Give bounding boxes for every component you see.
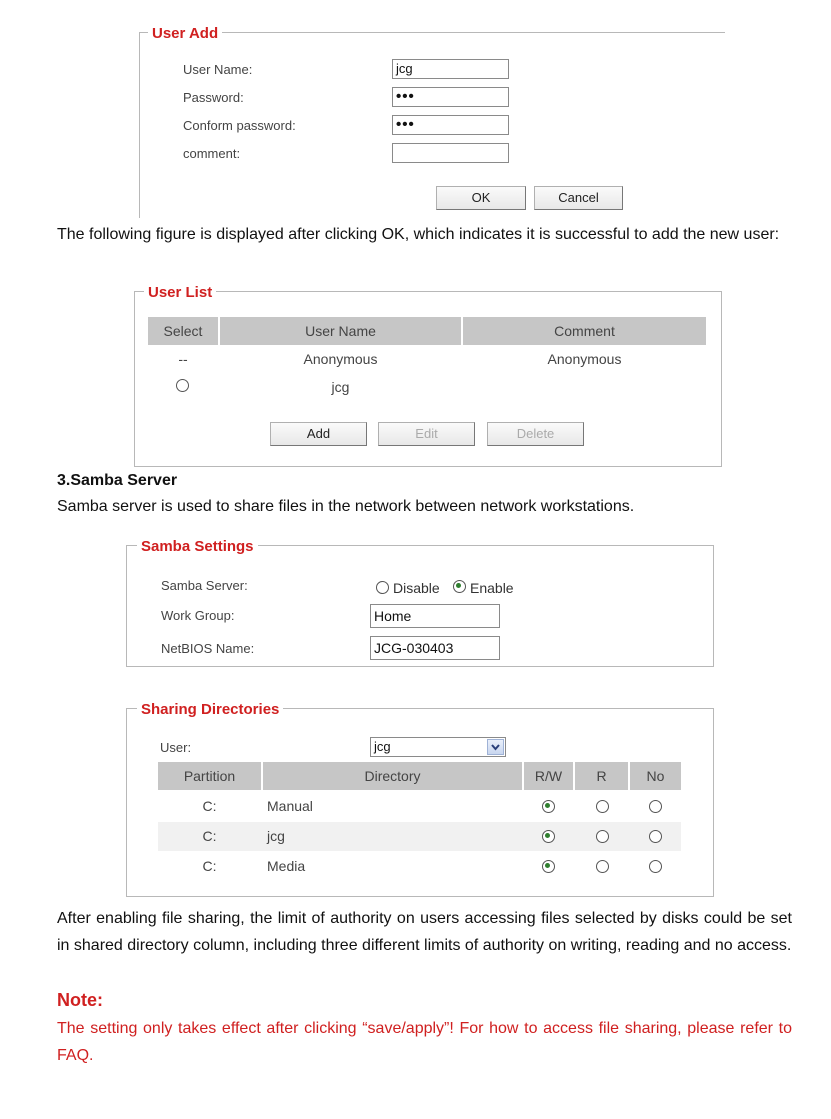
password-label: Password: xyxy=(183,90,244,105)
work-group-label: Work Group: xyxy=(161,608,235,623)
fieldset-border-top xyxy=(139,32,725,33)
user-list-legend: User List xyxy=(144,284,216,302)
confirm-password-label: Conform password: xyxy=(183,118,296,133)
row-directory: Manual xyxy=(267,798,313,814)
col-header-r: R xyxy=(575,762,628,790)
row-partition: C: xyxy=(202,858,217,874)
enable-label: Enable xyxy=(470,580,514,596)
no-radio[interactable] xyxy=(649,830,662,843)
r-radio[interactable] xyxy=(596,860,609,873)
col-header-no: No xyxy=(630,762,681,790)
row-directory: Media xyxy=(267,858,306,874)
no-radio[interactable] xyxy=(649,860,662,873)
paragraph-sharing-explanation: After enabling file sharing, the limit of authority on users accessing files selected by disks could be set in shared directory column, including three different limits of authority on writing, reading and no access. xyxy=(57,910,792,954)
row-select: -- xyxy=(178,351,188,367)
col-header-comment: Comment xyxy=(463,317,706,345)
user-select-value: jcg xyxy=(374,739,391,754)
row-username: jcg xyxy=(331,379,350,395)
rw-radio[interactable] xyxy=(542,860,555,873)
no-radio[interactable] xyxy=(649,800,662,813)
confirm-password-input[interactable]: ••• xyxy=(392,115,509,135)
r-radio[interactable] xyxy=(596,800,609,813)
row-partition: C: xyxy=(202,828,217,844)
col-header-directory: Directory xyxy=(263,762,522,790)
note-text: The setting only takes effect after clicking “save/apply”! For how to access file sharing, please refer to FAQ. xyxy=(57,1020,792,1064)
sharing-legend: Sharing Directories xyxy=(137,701,283,719)
delete-button[interactable]: Delete xyxy=(487,422,584,446)
rw-radio[interactable] xyxy=(542,800,555,813)
edit-button[interactable]: Edit xyxy=(378,422,475,446)
col-header-rw: R/W xyxy=(524,762,573,790)
note-title: Note: xyxy=(57,990,103,1010)
rw-radio[interactable] xyxy=(542,830,555,843)
ok-button[interactable]: OK xyxy=(436,186,526,210)
netbios-name-input[interactable]: JCG-030403 xyxy=(370,636,500,660)
disable-radio[interactable] xyxy=(376,581,389,594)
row-directory: jcg xyxy=(267,828,285,844)
fieldset-border-left xyxy=(139,32,140,218)
select-radio-jcg[interactable] xyxy=(176,379,189,392)
paragraph-after-ok: The following figure is displayed after clicking OK, which indicates it is successful to add the new user: xyxy=(57,226,780,243)
samba-settings-legend: Samba Settings xyxy=(137,538,258,556)
user-select-label: User: xyxy=(160,740,192,755)
samba-description: Samba server is used to share files in the network between network workstations. xyxy=(57,498,635,515)
add-button[interactable]: Add xyxy=(270,422,367,446)
cancel-button[interactable]: Cancel xyxy=(534,186,623,210)
r-radio[interactable] xyxy=(596,830,609,843)
disable-label: Disable xyxy=(393,580,440,596)
col-header-username: User Name xyxy=(220,317,461,345)
user-add-legend: User Add xyxy=(148,25,222,43)
password-input[interactable]: ••• xyxy=(392,87,509,107)
samba-server-label: Samba Server: xyxy=(161,578,248,593)
row-username: Anonymous xyxy=(303,351,378,367)
enable-radio[interactable] xyxy=(453,580,466,593)
col-header-partition: Partition xyxy=(158,762,261,790)
username-label: User Name: xyxy=(183,62,253,77)
row-partition: C: xyxy=(202,798,217,814)
chevron-down-icon[interactable] xyxy=(487,739,504,755)
user-select[interactable] xyxy=(370,737,506,757)
comment-label: comment: xyxy=(183,146,241,161)
username-input[interactable]: jcg xyxy=(392,59,509,79)
col-header-select: Select xyxy=(148,317,218,345)
comment-input[interactable] xyxy=(392,143,509,163)
samba-heading: 3.Samba Server xyxy=(57,472,178,489)
work-group-input[interactable]: Home xyxy=(370,604,500,628)
netbios-name-label: NetBIOS Name: xyxy=(161,641,255,656)
row-comment: Anonymous xyxy=(547,351,622,367)
